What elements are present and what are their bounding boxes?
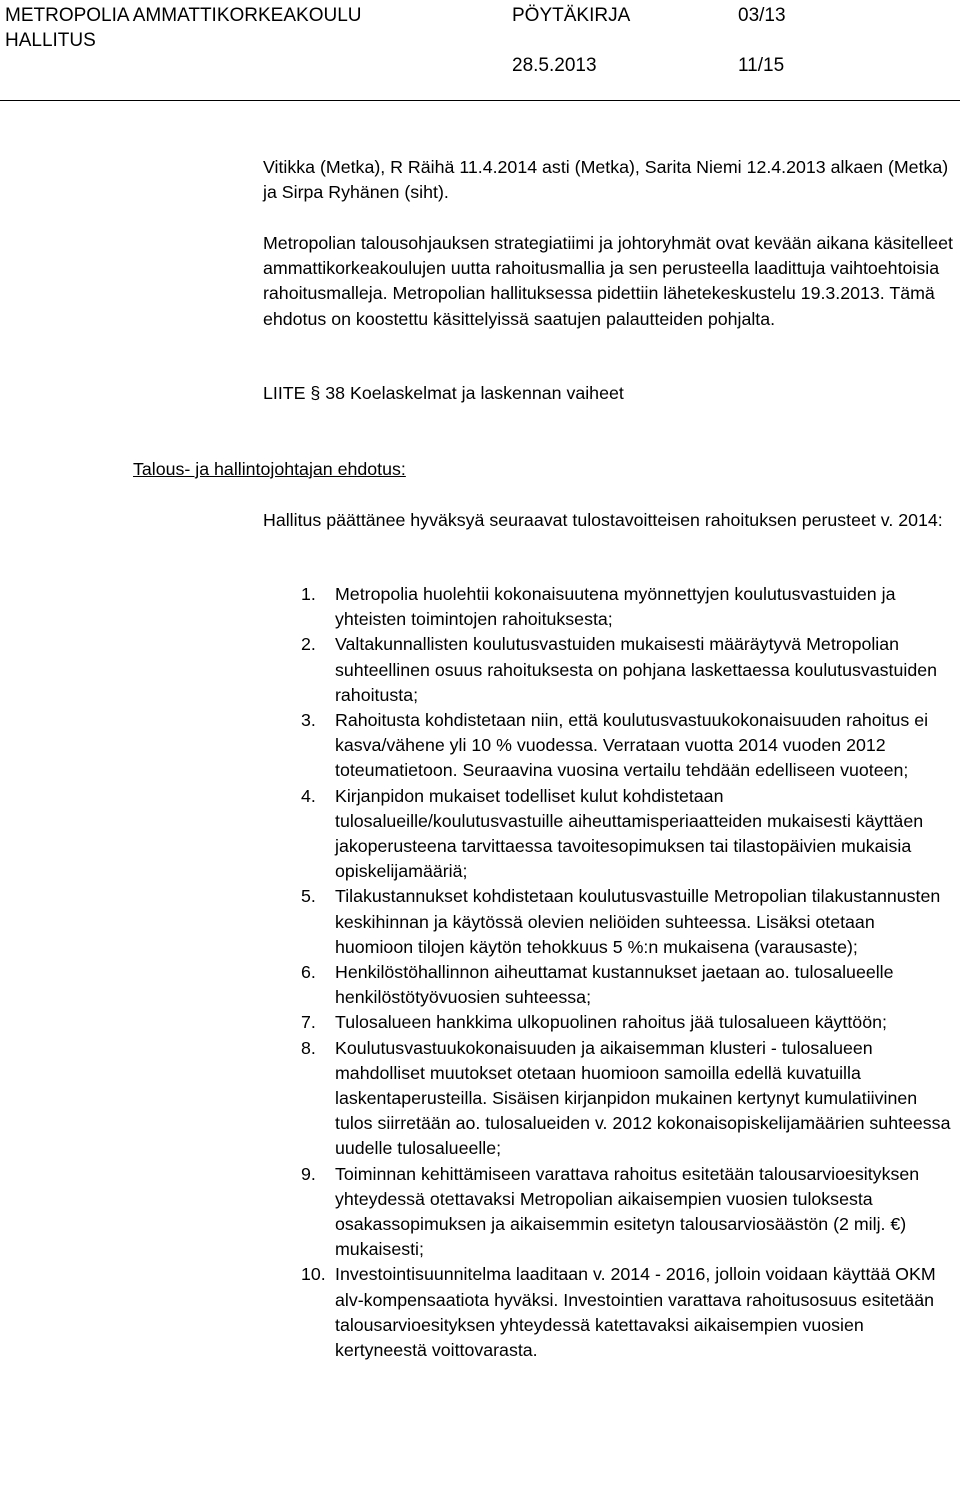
list-item [263, 884, 953, 960]
background-text [263, 231, 953, 332]
attachment-reference: LIITE § 38 Koelaskelmat ja laskennan vaiheet [263, 383, 624, 403]
proposal-list [263, 582, 953, 1363]
list-item-text: Tilakustannukset kohdistetaan koulutusvastuille Metropolian tilakustannusten keskihinnan ja käytössä olevien neliöiden suhteessa. Lisäksi otetaan huomioon tilojen käytön tehokkuus 5 %:n mukaisena (varausaste); [335, 886, 941, 957]
list-item-number: 1. [301, 584, 316, 604]
list-item-number: 5. [301, 886, 316, 907]
list-item-text: Rahoitusta kohdistetaan niin, että koulutusvastuukokonaisuuden rahoitus ei kasva/vähene yli 10 % vuodessa. Verrataan vuotta 2014 vuoden 2012 toteumatietoon. Seuraavina vuosina vertailu tehdään edelliseen vuoteen; [335, 710, 929, 781]
list-item-text: Toiminnan kehittämiseen varattava rahoitus esitetään talousarvioesityksen yhteydessä otettavaksi Metropolian aikaisempien vuosien tuloksesta osakassopimuksen ja aikaisemmin esitetyn talousarviosäästön (2 milj. €) mukaisesti; [335, 1163, 920, 1260]
list-item [263, 1010, 953, 1035]
header-doc-type: PÖYTÄKIRJA [512, 5, 631, 26]
list-item-text: Kirjanpidon mukaiset todelliset kulut kohdistetaan tulosalueille/koulutusvastuille aiheuttamisperiaatteiden mukaisesti käyttäen jakoperusteena tarvittaessa tavoitesopimuksen tai tilastopäivien mukaisia opiskelijamääriä; [335, 785, 924, 882]
list-item [263, 632, 953, 708]
proposal-lead-paragraph: Hallitus päättänee hyväksyä seuraavat tulostavoitteisen rahoituksen perusteet v. 2014: [263, 510, 943, 530]
list-item [263, 582, 953, 632]
list-item-number: 7. [301, 1012, 316, 1033]
list-item [263, 1036, 953, 1162]
header-department: HALLITUS [5, 30, 96, 51]
header-page-number: 11/15 [738, 55, 785, 76]
list-item-text: Metropolia huolehtii kokonaisuutena myönnettyjen koulutusvastuiden ja yhteisten toimintojen rahoituksesta; [335, 584, 896, 630]
list-item [263, 708, 953, 784]
list-item-number: 8. [301, 1037, 316, 1058]
participants-text [263, 155, 953, 205]
list-item-text: Tulosalueen hankkima ulkopuolinen rahoitus jää tulosalueen käyttöön; [335, 1012, 887, 1033]
list-item-number: 4. [301, 785, 316, 806]
list-item-number: 6. [301, 962, 316, 983]
proposal-lead [263, 508, 953, 533]
list-item-text: Investointisuunnitelma laaditaan v. 2014 - 2016, jolloin voidaan käyttää OKM alv-kompensaatiota hyväksi. Investointien varattava rahoitusosuus esitetään talousarvioesityksen yhteydessä katettavaksi aikaisempien vuosien kertyneestä voittovarasta. [335, 1264, 936, 1361]
header-organization: METROPOLIA AMMATTIKORKEAKOULU [5, 5, 362, 26]
list-item [263, 960, 953, 1010]
proposal-heading: Talous- ja hallintojohtajan ehdotus: [133, 459, 406, 479]
list-item-text: Henkilöstöhallinnon aiheuttamat kustannukset jaetaan ao. tulosalueelle henkilöstötyövuosien suhteessa; [335, 962, 894, 1008]
header-date: 28.5.2013 [512, 55, 597, 76]
list-item-number: 3. [301, 710, 316, 731]
participants-paragraph: Vitikka (Metka), R Räihä 11.4.2014 asti (Metka), Sarita Niemi 12.4.2013 alkaen (Metka) ja Sirpa Ryhänen (siht). [263, 157, 949, 203]
list-item-text: Koulutusvastuukokonaisuuden ja aikaisemman klusteri - tulosalueen mahdolliset muutokset otetaan huomioon samoilla edellä kuvatuilla laskentaperusteilla. Sisäisen kirjanpidon mukainen kertynyt kumulatiivinen tulos siirretään ao. tulosalueiden v. 2012 kokonaisopiskelijamäärien suhteessa uudelle tulosalueelle; [335, 1037, 951, 1159]
list-item-number: 2. [301, 634, 316, 655]
list-item [263, 1162, 953, 1263]
list-item-number: 9. [301, 1163, 316, 1184]
header-divider [0, 100, 960, 101]
list-item-number: 10. [301, 1264, 326, 1285]
list-item-text: Valtakunnallisten koulutusvastuiden mukaisesti määräytyvä Metropolian suhteellinen osuus rahoituksesta on pohjana laskettaessa koulutusvastuiden rahoitusta; [335, 634, 938, 705]
list-item [263, 1262, 953, 1363]
header-doc-number: 03/13 [738, 5, 786, 26]
list-item [263, 784, 953, 885]
background-paragraph: Metropolian talousohjauksen strategiatiimi ja johtoryhmät ovat kevään aikana käsitelleet ammattikorkeakoulujen uutta rahoitusmallia ja sen perusteella laadittuja vaihtoehtoisia rahoitusmalleja. Metropolian hallituksessa pidettiin lähetekeskustelu 19.3.2013. Tämä ehdotus on koostettu käsittelyissä saatujen palautteiden pohjalta. [263, 233, 953, 329]
